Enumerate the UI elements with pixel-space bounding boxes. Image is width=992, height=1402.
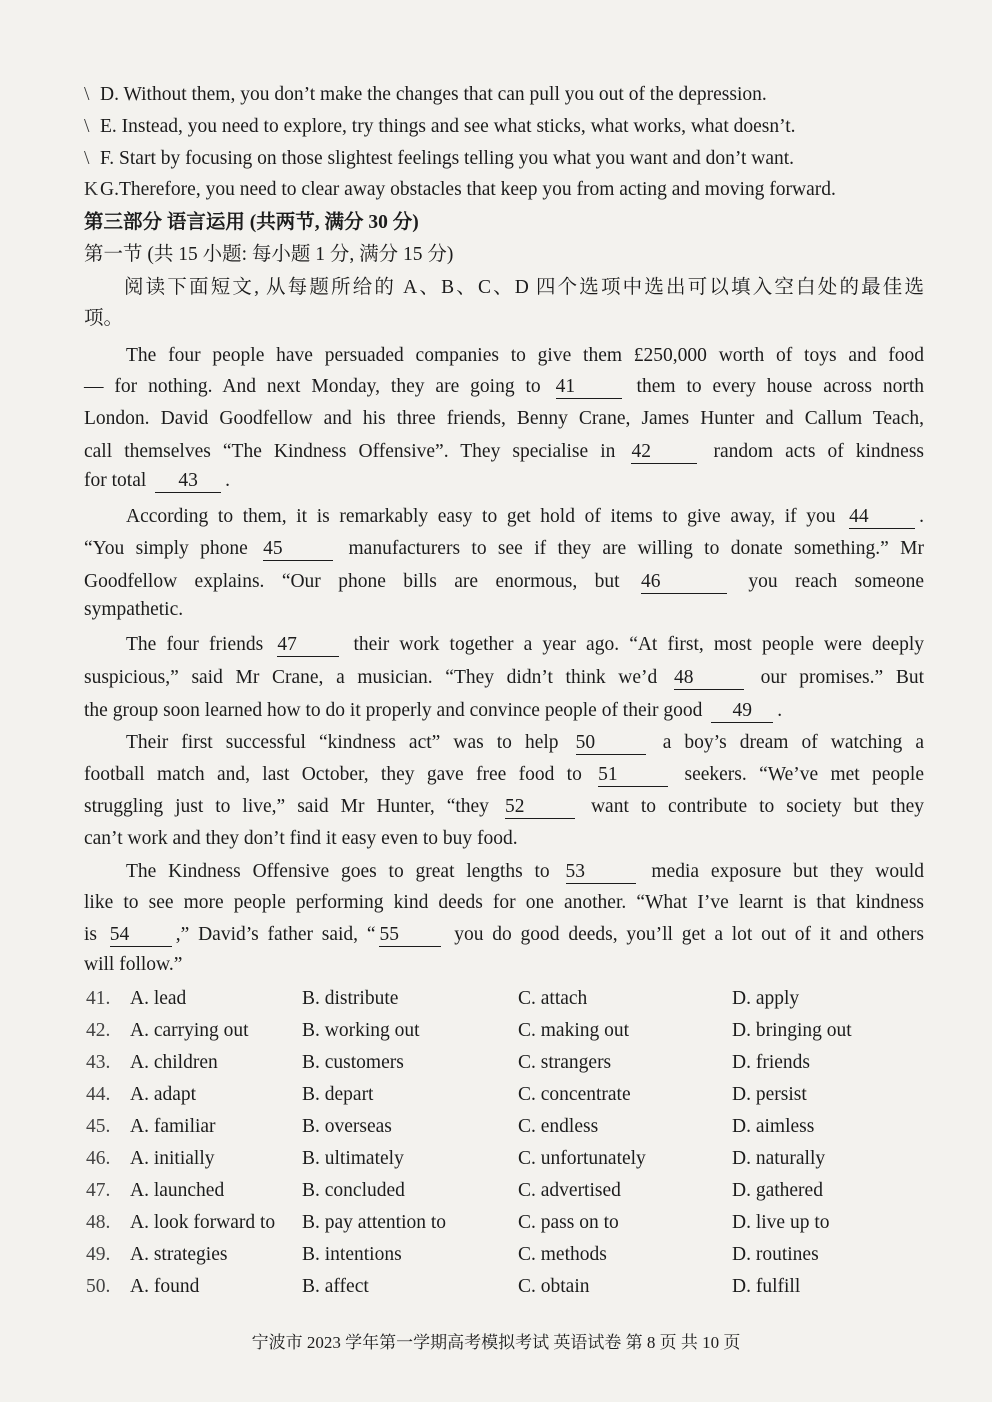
option-g-line [84, 175, 924, 205]
tick-mark: \ [84, 116, 90, 137]
blank-42[interactable]: 42 [631, 441, 697, 464]
tick-mark: \ [84, 84, 90, 105]
passage-line: The four people have persuaded companies to give them £250,000 worth of toys and food [126, 345, 924, 366]
option-e-line [84, 112, 924, 142]
passage-line: is 54 ,” David’s father said, “ 55 you do good deeds, you’ll get a lot out of it and others [84, 924, 924, 945]
option-d[interactable]: D. apply [732, 988, 800, 1009]
option-d-text: D. Without them, you don’t make the changes that can pull you out of the depression. [100, 84, 767, 105]
option-d[interactable]: D. bringing out [732, 1020, 852, 1041]
passage-line: London. David Goodfellow and his three friends, Benny Crane, James Hunter and Callum Teach, [84, 408, 924, 429]
passage-line: — for nothing. And next Monday, they are going to 41 them to every house across north [84, 376, 925, 397]
option-a[interactable]: A. carrying out [130, 1020, 249, 1041]
option-d[interactable]: D. fulfill [732, 1276, 801, 1297]
option-d[interactable]: D. friends [732, 1052, 810, 1073]
subsection-title: 第一节 (共 15 小题: 每小题 1 分, 满分 15 分) [84, 244, 454, 265]
blank-47[interactable]: 47 [277, 634, 339, 657]
option-g-text: G.Therefore, you need to clear away obstacles that keep you from acting and moving forward. [100, 179, 836, 200]
blank-44[interactable]: 44 [849, 506, 915, 529]
passage-line: the group soon learned how to do it properly and convince people of their good 49 . [84, 700, 783, 721]
passage-line: call themselves “The Kindness Offensive”. They specialise in 42 random acts of kindness [84, 441, 925, 462]
option-a[interactable]: A. found [130, 1276, 200, 1297]
option-c[interactable]: C. strangers [518, 1052, 612, 1073]
passage-line: “You simply phone 45 manufacturers to see if they are willing to donate something.” Mr [84, 538, 925, 559]
option-c[interactable]: C. methods [518, 1244, 607, 1265]
passage-line: suspicious,” said Mr Crane, a musician. “They didn’t think we’d 48 our promises.” But [84, 667, 925, 688]
blank-54[interactable]: 54 [110, 924, 172, 947]
option-b[interactable]: B. working out [302, 1020, 420, 1041]
passage-line: football match and, last October, they gave free food to 51 seekers. “We’ve met people [84, 764, 924, 785]
blank-46[interactable]: 46 [641, 571, 727, 594]
option-d[interactable]: D. aimless [732, 1116, 815, 1137]
passage-line: will follow.” [84, 954, 183, 975]
option-b[interactable]: B. distribute [302, 988, 399, 1009]
blank-49[interactable]: 49 [711, 700, 773, 723]
blank-43[interactable]: 43 [155, 470, 221, 493]
page-footer: 宁波市 2023 学年第一学期高考模拟考试 英语试卷 第 8 页 共 10 页 [251, 1333, 741, 1352]
blank-41[interactable]: 41 [556, 376, 622, 399]
option-c[interactable]: C. making out [518, 1020, 630, 1041]
option-b[interactable]: B. depart [302, 1084, 374, 1105]
instruction-line-1: 阅读下面短文, 从每题所给的 A、B、C、D 四个选项中选出可以填入空白处的最佳选 [124, 277, 924, 298]
passage-line: Goodfellow explains. “Our phone bills are enormous, but 46 you reach someone [84, 571, 924, 592]
option-c[interactable]: C. endless [518, 1116, 599, 1137]
option-a[interactable]: A. look forward to [130, 1212, 276, 1233]
option-c[interactable]: C. unfortunately [518, 1148, 646, 1169]
option-a[interactable]: A. children [130, 1052, 218, 1073]
option-d[interactable]: D. gathered [732, 1180, 823, 1201]
instruction-line-2: 项。 [84, 308, 124, 329]
option-d[interactable]: D. live up to [732, 1212, 830, 1233]
option-c[interactable]: C. pass on to [518, 1212, 619, 1233]
option-c[interactable]: C. advertised [518, 1180, 621, 1201]
blank-50[interactable]: 50 [576, 732, 646, 755]
option-e-text: E. Instead, you need to explore, try things and see what sticks, what works, what doesn’t. [100, 116, 796, 137]
option-b[interactable]: B. pay attention to [302, 1212, 447, 1233]
option-d[interactable]: D. routines [732, 1244, 819, 1265]
passage-line: sympathetic. [84, 599, 184, 620]
blank-48[interactable]: 48 [674, 667, 744, 690]
option-a[interactable]: A. adapt [130, 1084, 197, 1105]
passage-line: The four friends 47 their work together a year ago. “At first, most people were deeply [126, 634, 925, 655]
blank-52[interactable]: 52 [505, 796, 575, 819]
option-d[interactable]: D. persist [732, 1084, 807, 1105]
blank-55[interactable]: 55 [379, 924, 441, 947]
passage-line: can’t work and they don’t find it easy even to buy food. [84, 828, 518, 849]
option-a[interactable]: A. launched [130, 1180, 225, 1201]
option-a[interactable]: A. initially [130, 1148, 215, 1169]
option-a[interactable]: A. strategies [130, 1244, 228, 1265]
option-b[interactable]: B. ultimately [302, 1148, 404, 1169]
option-a[interactable]: A. familiar [130, 1116, 216, 1137]
section-title: 第三部分 语言运用 (共两节, 满分 30 分) [84, 212, 419, 233]
passage-line: The Kindness Offensive goes to great lengths to 53 media exposure but they would [126, 861, 925, 882]
option-b[interactable]: B. affect [302, 1276, 369, 1297]
exam-page: \ D. Without them, you don’t make the changes that can pull you out of the depression. \ E. Instead, you need to explore, try things and see what sticks, what works, what doesn’t. \ F. Start by focusing on those slightest feelings telling you what you want and don’t want. KG.Therefore, you need to clear away obstacles that keep you from acting and moving forward. 第三部分 语言运用 (共两节, 满分 30 分) 第一节 (共 15 小题: 每小题 1 分, 满分 15 分) 阅读下面短文, 从每题所给的 A、B、C、D 四个选项中选出可以填入空白处的最佳选 项。 The four people have persuaded companies to give them £250,000 worth of toys and food — for nothing. And next Monday, they are going to 41 them to every house across north London. David Goodfellow and his three friends, Benny Crane, James Hunter and Callum Teach, call themselves “The Kindness Offensive”. They specialise in 42 random acts of kindness for total 43 . According to them, it is remarkably easy to get hold of items to give away, if you 44 . “You simply phone 45 manufacturers to see if they are willing to donate something.” Mr Goodfellow explains. “Our phone bills are enormous, but 46 you reach someone sympathetic. The four friends 47 their work together a year ago. “At first, most people were deeply suspicious,” said Mr Crane, a musician. “They didn’t think we’d 48 our promises.” But the group soon learned how to do it properly and convince people of their good 49 . Their first successful “kindness act” was to help 50 a boy’s dream of watching a football match and, last October, they gave free food to 51 seekers. “We’ve met people struggling just to live,” said Mr Hunter, “they 52 want to contribute to society but they can’t work and they don’t find it easy even to buy food. The Kindness Offensive goes to great lengths to 53 media exposure but they would like to see more people performing kind deeds for one another. “What I’ve learnt is that kindness is 54 ,” David’s father said, “ 55 you do good deeds, you’ll get a lot out of it and others will follow.” 41. A. lead B. distribute C. attach D. apply 42. A. carrying out B. working out C. making out D. bringing out 43. A. children B. customers C. strangers D. friends 44. A. adapt B. depart C. concentrate D. persist 45. A. familiar B. overseas C. endless D. aimless 46. A. initially B. ultimately C. unfortunately D. naturally 47. A. launched B. concluded C. advertised D. gathered 48. A. look forward to B. pay attention to C. pass on to D. live up to 49. A. strategies B. intentions C. methods D. routines 50. A. found B. affect C. obtain D. fulfill 宁波市 2023 学年第一学期高考模拟考试 英语试卷 第 8 页 共 10 页 [0, 0, 992, 1402]
option-c[interactable]: C. obtain [518, 1276, 590, 1297]
option-c[interactable]: C. attach [518, 988, 588, 1009]
option-b[interactable]: B. overseas [302, 1116, 392, 1137]
option-c[interactable]: C. concentrate [518, 1084, 631, 1105]
option-d[interactable]: D. naturally [732, 1148, 826, 1169]
passage-line: struggling just to live,” said Mr Hunter, “they 52 want to contribute to society but they [84, 796, 925, 817]
passage-line: Their first successful “kindness act” was to help 50 a boy’s dream of watching a [126, 732, 924, 753]
blank-53[interactable]: 53 [566, 861, 636, 884]
option-b[interactable]: B. concluded [302, 1180, 405, 1201]
option-f-text: F. Start by focusing on those slightest feelings telling you what you want and don’t want. [100, 148, 795, 169]
blank-45[interactable]: 45 [263, 538, 333, 561]
option-b[interactable]: B. customers [302, 1052, 404, 1073]
option-a[interactable]: A. lead [130, 988, 187, 1009]
option-f-line [84, 144, 924, 174]
blank-51[interactable]: 51 [598, 764, 668, 787]
passage-line: like to see more people performing kind deeds for one another. “What I’ve learnt is that kindness [84, 892, 924, 913]
tick-mark: K [84, 179, 99, 200]
tick-mark: \ [84, 148, 90, 169]
option-b[interactable]: B. intentions [302, 1244, 402, 1265]
option-d-line [84, 80, 924, 110]
passage-line: for total 43 . [84, 470, 231, 491]
passage-line: According to them, it is remarkably easy to get hold of items to give away, if you 44 . [126, 506, 925, 527]
